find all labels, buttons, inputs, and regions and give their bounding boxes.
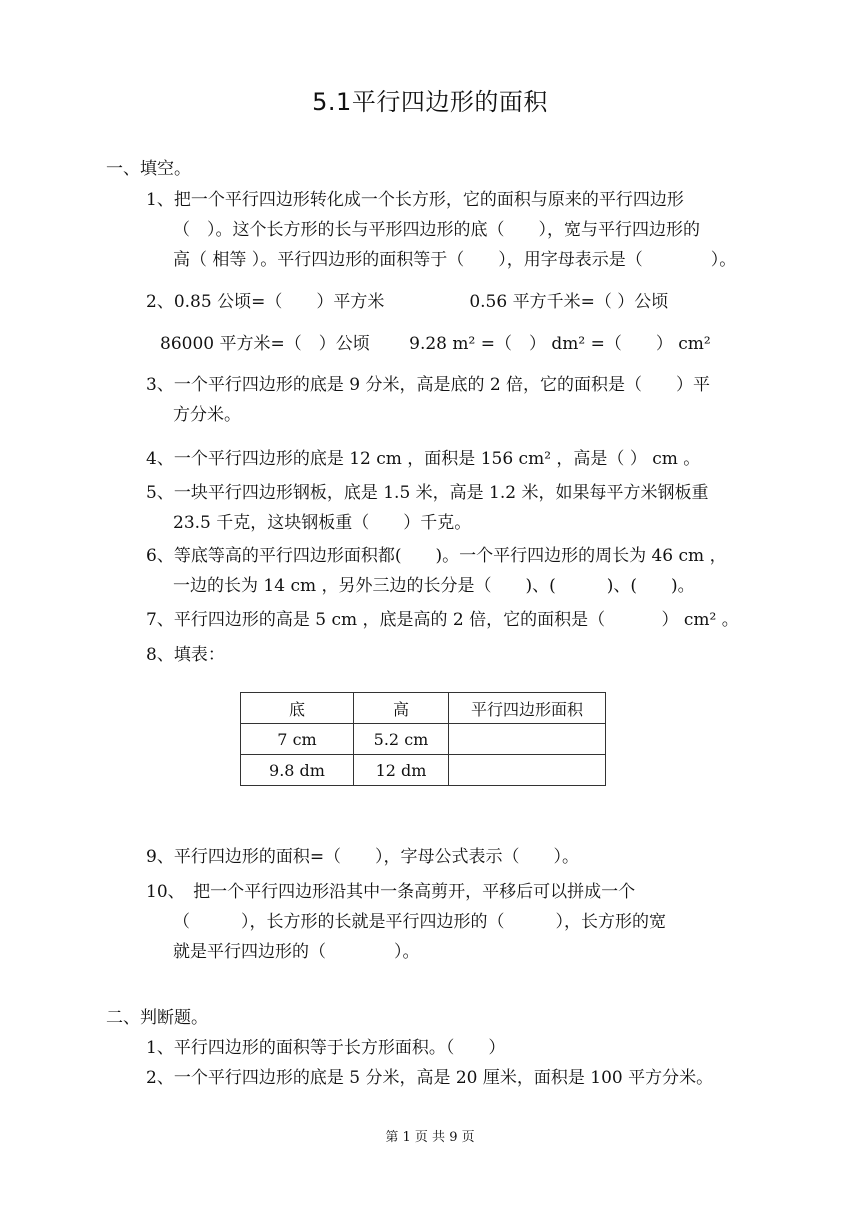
question-1-line-3: 高（ 相等 ）。平行四边形的面积等于（ ），用字母表示是（ ）。 — [173, 250, 737, 270]
question-5-line-2: 23.5 千克，这块钢板重（ ）千克。 — [173, 513, 472, 533]
question-6-line-1: 6、等底等高的平行四边形面积都( )。一个平行四边形的周长为 46 cm ， — [146, 546, 727, 566]
tf-question-1: 1、平行四边形的面积等于长方形面积。（ ） — [146, 1038, 506, 1058]
question-3-line-1: 3、一个平行四边形的底是 9 分米，高是底的 2 倍，它的面积是（ ）平 — [146, 375, 711, 395]
question-10-line-3: 就是平行四边形的（ ）。 — [173, 942, 420, 962]
table-cell — [449, 724, 606, 755]
question-4: 4、一个平行四边形的底是 12 cm ，面积是 156 cm² ，高是（ ） cm 。 — [146, 449, 701, 469]
question-10-line-2: （ ），长方形的长就是平行四边形的（ ），长方形的宽 — [173, 912, 666, 932]
question-6-line-2: 一边的长为 14 cm ，另外三边的长分是（ )、( )、( )。 — [173, 576, 695, 596]
question-1-line-1: 1、把一个平行四边形转化成一个长方形，它的面积与原来的平行四边形 — [146, 190, 684, 210]
page-footer: 第 1 页 共 9 页 — [385, 1130, 475, 1145]
table-header-cell: 平行四边形面积 — [449, 693, 606, 724]
table-cell: 7 cm — [241, 724, 354, 755]
table-cell: 5.2 cm — [354, 724, 449, 755]
table-cell — [449, 755, 606, 786]
table-header-cell: 底 — [241, 693, 354, 724]
table-cell: 9.8 dm — [241, 755, 354, 786]
question-3-line-2: 方分米。 — [173, 405, 241, 425]
question-2-line-1: 2、0.85 公顷=（ ）平方米 0.56 平方千米=（ ）公顷 — [146, 292, 669, 312]
table-header-cell: 高 — [354, 693, 449, 724]
table-header-row — [241, 693, 606, 724]
page-title: 5.1平行四边形的面积 — [312, 88, 548, 116]
table-row — [241, 755, 606, 786]
table-row — [241, 724, 606, 755]
question-1-line-2: （ ）。这个长方形的长与平形四边形的底（ ），宽与平行四边形的 — [173, 220, 700, 240]
table-cell: 12 dm — [354, 755, 449, 786]
question-10-line-1: 10、 把一个平行四边形沿其中一条高剪开，平移后可以拼成一个 — [146, 882, 636, 902]
question-2-line-2: 86000 平方米=（ ）公顷 9.28 m² =（ ） dm² =（ ） cm² — [160, 334, 711, 354]
tf-question-2: 2、一个平行四边形的底是 5 分米，高是 20 厘米，面积是 100 平方分米。 — [146, 1068, 714, 1088]
section-true-false-heading: 二、判断题。 — [106, 1008, 208, 1028]
question-8: 8、填表： — [146, 645, 225, 665]
fill-table — [240, 692, 606, 786]
question-9: 9、平行四边形的面积=（ ），字母公式表示（ ）。 — [146, 847, 580, 867]
section-fill-in-heading: 一、填空。 — [106, 159, 191, 179]
question-5-line-1: 5、一块平行四边形钢板，底是 1.5 米，高是 1.2 米，如果每平方米钢板重 — [146, 483, 709, 503]
question-7: 7、平行四边形的高是 5 cm ，底是高的 2 倍，它的面积是（ ） cm² 。 — [146, 610, 739, 630]
